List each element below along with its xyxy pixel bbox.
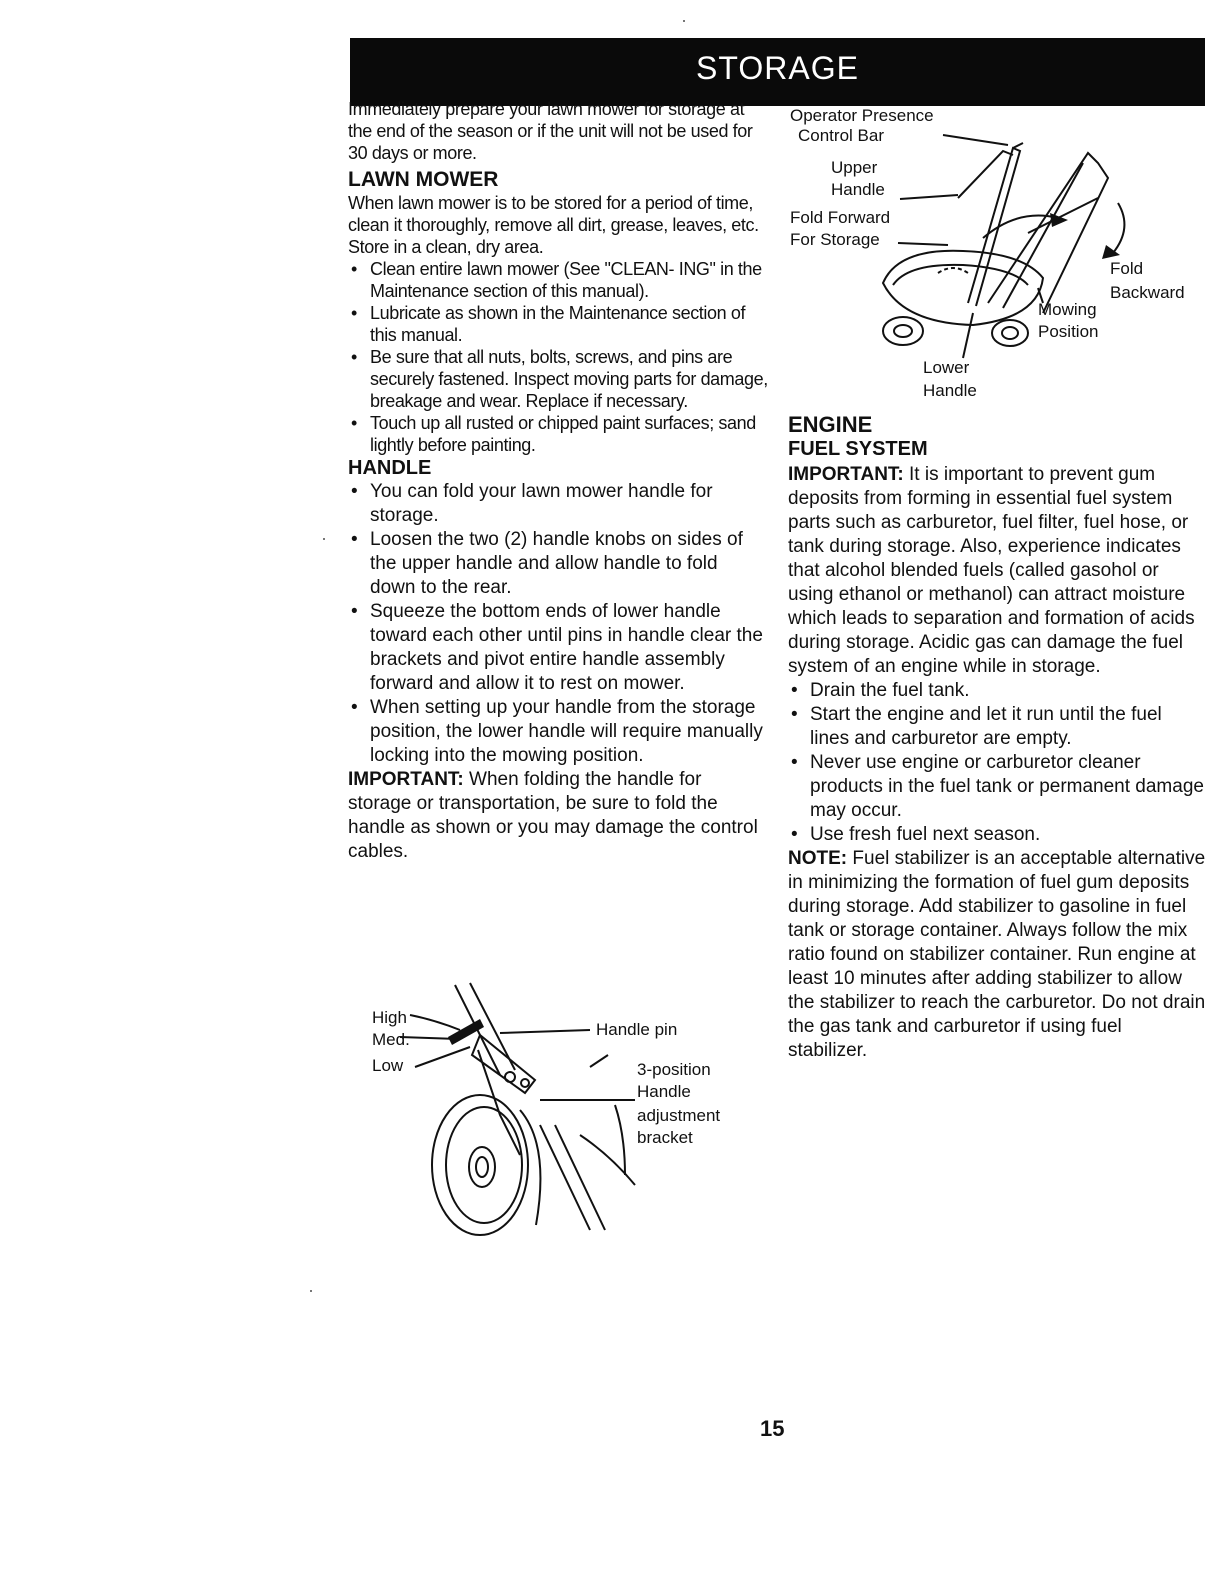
list-item: • Touch up all rusted or chipped paint surfaces; sand lightly before painting.: [351, 413, 756, 455]
label-bracket-line-2: Handle: [637, 1082, 691, 1101]
handle-bullet-list: [348, 480, 768, 768]
label-fold-backward-line-1: Fold: [1110, 259, 1144, 278]
list-item: • Start the engine and let it run until the fuel lines and carburetor are empty.: [791, 704, 1162, 749]
section-title: STORAGE: [696, 50, 859, 86]
scan-speck: [323, 538, 325, 540]
label-med: Med.: [372, 1030, 410, 1049]
list-item: • Use fresh fuel next season.: [791, 824, 1041, 845]
label-mowing-line-1: Mowing: [1038, 300, 1097, 319]
engine-bullet-list: [788, 679, 1206, 847]
page-number: 15: [760, 1416, 785, 1441]
section-banner: [350, 38, 1205, 106]
label-bracket-line-3: adjustment: [637, 1106, 721, 1125]
label-lower-line-1: Lower: [923, 358, 970, 377]
label-handle-pin: Handle pin: [596, 1020, 678, 1039]
right-column: [788, 412, 1206, 1063]
lawnmower-text: When lawn mower is to be stored for a period of time, clean it thoroughly, remove all dirt, grease, leaves, etc. Store in a clean, dry area.: [348, 193, 759, 257]
lawnmower-heading: LAWN MOWER: [348, 168, 499, 191]
left-column: [348, 98, 768, 864]
list-item: • You can fold your lawn mower handle for storage.: [351, 481, 713, 526]
list-item: • Squeeze the bottom ends of lower handle toward each other until pins in handle clear the brackets and pivot entire handle assembly forward and allow it to rest on mower.: [351, 601, 763, 694]
list-item: • Loosen the two (2) handle knobs on sides of the upper handle and allow handle to fold down to the rear.: [351, 529, 743, 598]
engine-heading: ENGINE: [788, 412, 873, 437]
label-fold-forward-line-1: Fold Forward: [790, 208, 891, 227]
important-label: IMPORTANT:: [348, 769, 464, 790]
handle-important-note: [348, 768, 768, 864]
list-item: • Be sure that all nuts, bolts, screws, and pins are securely fastened. Inspect moving parts for damage, breakage and wear. Replace if necessary.: [351, 347, 768, 411]
lawnmower-bullet-list: [348, 258, 768, 456]
list-item: • When setting up your handle from the storage position, the lower handle will require manually locking into the mowing position.: [351, 697, 763, 766]
label-high: High: [372, 1008, 407, 1027]
label-operator-line-2: Control Bar: [798, 126, 884, 145]
note-text: Fuel stabilizer is an acceptable alternative in minimizing the formation of fuel gum deposits during storage. Add stabilizer to gasoline in fuel tank or storage container. Always follow the mix ratio found on stabilizer container. Run engine at least 10 minutes after adding stabilizer to allow the stabilizer to reach the carburetor. Do not drain the gas tank and carburetor if using fuel stabilizer.: [788, 848, 1206, 1061]
handle-adjustment-figure: [360, 975, 760, 1245]
label-operator-line-1: Operator Presence: [790, 106, 934, 125]
label-mowing-line-2: Position: [1038, 322, 1099, 341]
label-bracket-line-1: 3-position: [637, 1060, 711, 1079]
important-text: It is important to prevent gum deposits from forming in essential fuel system parts such as carburetor, fuel filter, fuel hose, or tank during storage. Also, experience indicates that alcohol blended fuels (called gasohol or using ethanol or methanol) can attract moisture which leads to separation and formation of acids during storage. Acidic gas can damage the fuel system of an engine while in storage.: [788, 464, 1195, 677]
label-fold-backward-line-2: Backward: [1110, 283, 1185, 302]
mower-fold-illustration: [788, 103, 1206, 408]
list-item: • Clean entire lawn mower (See "CLEAN- ING" in the Maintenance section of this manual).: [351, 259, 762, 301]
label-fold-forward-line-2: For Storage: [790, 230, 880, 249]
engine-note: [788, 847, 1206, 1063]
label-upper-line-1: Upper: [831, 158, 878, 177]
note-label: NOTE:: [788, 848, 848, 869]
handle-fold-figure: [788, 103, 1206, 408]
label-lower-line-2: Handle: [923, 381, 977, 400]
scan-speck: [683, 20, 685, 22]
fuel-system-heading: FUEL SYSTEM: [788, 438, 928, 460]
label-bracket-line-4: bracket: [637, 1128, 693, 1147]
engine-important-note: [788, 463, 1206, 679]
intro-paragraph: Immediately prepare your lawn mower for storage at the end of the season or if the unit will not be used for 30 days or more.: [348, 99, 753, 163]
handle-heading: HANDLE: [348, 457, 432, 479]
label-upper-line-2: Handle: [831, 180, 885, 199]
scan-speck: [310, 1290, 312, 1292]
label-low: Low: [372, 1056, 404, 1075]
list-item: • Never use engine or carburetor cleaner products in the fuel tank or permanent damage may occur.: [791, 752, 1204, 821]
important-text: When folding the handle for storage or transportation, be sure to fold the handle as shown or you may damage the control cables.: [348, 769, 758, 862]
list-item: • Lubricate as shown in the Maintenance section of this manual.: [351, 303, 746, 345]
list-item: • Drain the fuel tank.: [791, 680, 970, 701]
important-label: IMPORTANT:: [788, 464, 904, 485]
